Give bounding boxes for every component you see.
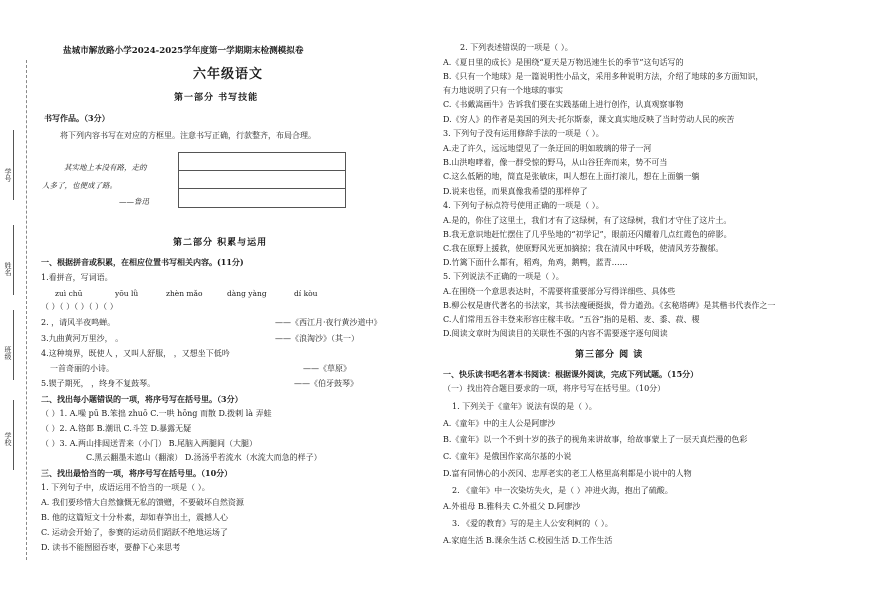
grade-subject-heading: 六年级语文 (193, 67, 264, 82)
q3-item-2-d: D.《穷人》的作者是美国的列夫·托尔斯泰，课文真实地反映了当时劳动人民的疾苦 (443, 115, 735, 124)
q1-item-5-source: ——《伯牙鼓琴》 (294, 379, 358, 388)
part1-title: 第一部分 书写技能 (174, 93, 259, 103)
pinyin-answer-parens[interactable]: （ ）（ ）（ ）（ ）（ ） (41, 302, 118, 311)
q3-item-5-d: D.阅读文章时为阅读目的关联性不强的内容不需要逐字逐句阅读 (443, 329, 668, 338)
poem-line-1: 其实地上本没有路，走的 (64, 163, 147, 172)
pinyin-3: zhèn mǎo (166, 289, 203, 298)
part3-title: 第三部分 阅 读 (575, 350, 644, 360)
poem-author: ——鲁迅 (119, 197, 149, 206)
q1-item-4[interactable]: 4.这种境界，既使人 ，又叫人舒服， ，又想坐下低吟 (41, 349, 230, 358)
q1-item-4-cont: 一首奇丽的小诗。 (50, 364, 114, 373)
reading-item-1-a: A.《童年》中的主人公是阿廖沙 (443, 419, 556, 428)
q1-item-4-source: ——《草原》 (303, 364, 351, 373)
pinyin-2: yōu lǜ (115, 289, 139, 298)
pinyin-5: dí kòu (294, 289, 318, 298)
binding-rule-1 (13, 130, 14, 200)
q1-item-3-source: ——《浪淘沙》（其一） (275, 334, 359, 343)
handwriting-line-1 (179, 170, 345, 171)
binding-rule-3 (13, 310, 14, 380)
q2-item-3-cont: C.黑云翻墨未遮山（翻滚） D.汤汤乎若流水（水流大而急的样子） (86, 453, 322, 462)
binding-rule-4 (13, 400, 14, 470)
poem-line-2: 人多了，也便成了路。 (42, 181, 117, 190)
q3-item-2-b-cont: 有力地说明了只有一个地球的事实 (443, 86, 563, 95)
q3-item-2-b: B.《只有一个地球》是一篇说明性小品文，采用多种说明方法，介绍了地球的多方面知识， (443, 72, 764, 81)
q1-sub: 1.看拼音，写词语。 (41, 273, 113, 282)
q3-item-1-a: A. 我们要珍惜大自然慷慨无私的馈赠，不要破坏自然资源 (41, 498, 244, 507)
q3-item-5-b: B.柳公权是唐代著名的书法家，其书法瘦硬挺拔，骨力遒劲。《玄秘塔碑》是其楷书代表作之一 (443, 301, 776, 310)
reading-item-1[interactable]: 1. 下列关于《童年》说法有误的是（ ）。 (452, 402, 597, 411)
pinyin-4: dàng yàng (227, 289, 267, 298)
q3-item-1-b: B. 他的这篇短文十分朴素，却如春笋出土，震撼人心 (41, 513, 228, 522)
q3-item-3-a: A.走了许久，远远地望见了一条迂回的明如玻璃的带子一河 (443, 144, 652, 153)
reading-sub: （一）找出符合题目要求的一项，将序号写在括号里。（10分） (443, 384, 666, 393)
q3-item-5-c: C.人们常用五谷丰登来形容庄稼丰收。“五谷”指的是稻、麦、黍、菽、稷 (443, 315, 700, 324)
q3-item-2-c: C.《书戴嵩画牛》告诉我们要在实践基础上进行创作，认真观察事物 (443, 100, 684, 109)
q3-item-3-c: C.这么低陋的地，简直是张敏床，叫人想在上面打滚儿，想在上面躺一躺 (443, 172, 700, 181)
reading-item-1-b: B.《童年》以一个不到十岁的孩子的视角来讲故事，给故事蒙上了一层天真烂漫的色彩 (443, 435, 748, 444)
school-label: 学校 (4, 432, 12, 446)
student-id-label: 学号 (4, 168, 12, 182)
q1-item-5[interactable]: 5.锲子期死， ，终身不复鼓琴。 (41, 379, 156, 388)
student-name-label: 姓名 (4, 262, 12, 276)
pinyin-1: zuì chū (55, 289, 83, 298)
reading-item-1-c: C.《童年》是俄国作家高尔基的小说 (443, 452, 572, 461)
part1-instruction: 将下列内容书写在对应的方框里。注意书写正确，行款整齐，布局合理。 (60, 131, 316, 140)
q2-item-3[interactable]: （ ）3. A.两山排闼送青来（小门） B.尾脑入两腿间（大腿） (41, 439, 258, 448)
reading-item-2-options: A.外祖母 B.雅科夫 C.外祖父 D.阿廖沙 (443, 502, 581, 511)
class-label: 班级 (4, 346, 12, 360)
q3-item-5-a: A.在围绕一个意思表达时，不需要将重要部分写得详细些、具体些 (443, 287, 676, 296)
reading-item-3[interactable]: 3. 《爱的教育》写的是主人公安利柯的（ ）。 (452, 519, 613, 528)
q3-item-2[interactable]: 2. 下列表述错误的一项是（ ）。 (460, 43, 573, 52)
q3-item-1[interactable]: 1. 下列句子中，成语运用不恰当的一项是（ ）。 (41, 483, 210, 492)
q3-item-2-a: A.《夏日里的成长》是围绕“夏天是万物迅速生长的季节”这句话写的 (443, 58, 684, 67)
binding-rule-2 (13, 225, 14, 295)
q3-item-3[interactable]: 3. 下列句子没有运用修辞手法的一项是（ ）。 (443, 129, 604, 138)
q1-item-3[interactable]: 3.九曲黄河万里沙， 。 (41, 334, 124, 343)
q1-item-2-source: ——《西江月·夜行黄沙道中》 (275, 318, 382, 327)
q3-item-1-c: C. 运动会开始了，参赛的运动员们蹈跃不绝地运场了 (41, 528, 228, 537)
exam-title: 盐城市解放路小学2024-2025学年度第一学期期末检测模拟卷 (63, 46, 304, 56)
q2-item-2[interactable]: （ ）2. A.铬郎 B.潮讯 C.斗笠 D.暴露无疑 (41, 424, 192, 433)
q3-item-3-b: B.山洪咆哮着，像一群受惊的野马，从山谷狂奔而来，势不可当 (443, 158, 668, 167)
reading-item-3-options: A.家庭生活 B.课余生活 C.校园生活 D.工作生活 (443, 536, 613, 545)
q2-item-1[interactable]: （ ）1. A.噪 pū B.笨拙 zhuō C.一哄 hōng 而散 D.拨剌 là 弄蛙 (41, 409, 272, 418)
reading-head: 一、快乐读书吧名著本书阅读：根据课外阅读，完成下列试题。（15分） (443, 369, 699, 379)
binding-dash-line (26, 60, 27, 560)
q3-item-4[interactable]: 4. 下列句子标点符号使用正确的一项是（ ）。 (443, 201, 604, 210)
part1-question-head: 书写作品。（3分） (44, 113, 110, 123)
q3-item-3-d: D.说来也怪，而果真像我希望的那样停了 (443, 187, 588, 196)
handwriting-line-2 (179, 188, 345, 189)
part2-title: 第二部分 积累与运用 (173, 238, 268, 248)
q3-head: 三、找出最恰当的一项，将序号写在括号里。（10分） (41, 468, 233, 478)
q1-item-2[interactable]: 2. ，请风半夜鸣蝉。 (41, 318, 116, 327)
q1-head: 一、根据拼音或积累，在相应位置书写相关内容。(11分) (41, 257, 244, 267)
q2-head: 二、找出每小题错误的一项，将序号写在括号里。（3分） (41, 394, 243, 404)
q3-item-4-a: A.是的，你住了这里土，我们才有了这绿树，有了这绿树，我们才守住了这片土。 (443, 216, 732, 225)
q3-item-1-d: D. 读书不能囫囵吞枣，要静下心来思考 (41, 543, 181, 552)
q3-item-4-d: D.竹篱下面什么都有，稻鸡，角鸡，鹅鸭，蓝青…… (443, 258, 628, 267)
reading-item-2[interactable]: 2. 《童年》中一次染坊失火，是（ ）冲进火海，抱出了硫酸。 (452, 486, 673, 495)
reading-item-1-d: D.富有同情心的小茨冈、忠厚老实的老工人格里高利都是小说中的人物 (443, 469, 692, 478)
q3-item-5[interactable]: 5. 下列说法不正确的一项是（ ）。 (443, 272, 564, 281)
q3-item-4-b: B.我无意识地赶忙摆住了几乎坠地的“初学记”，眼前还闪耀着几点红霞色的碎影。 (443, 230, 732, 239)
q3-item-4-c: C.我在原野上援救，使原野风光更加摘掠；我在清风中呼吸，使清风芳芬馥郁。 (443, 244, 724, 253)
handwriting-box[interactable] (178, 152, 346, 208)
